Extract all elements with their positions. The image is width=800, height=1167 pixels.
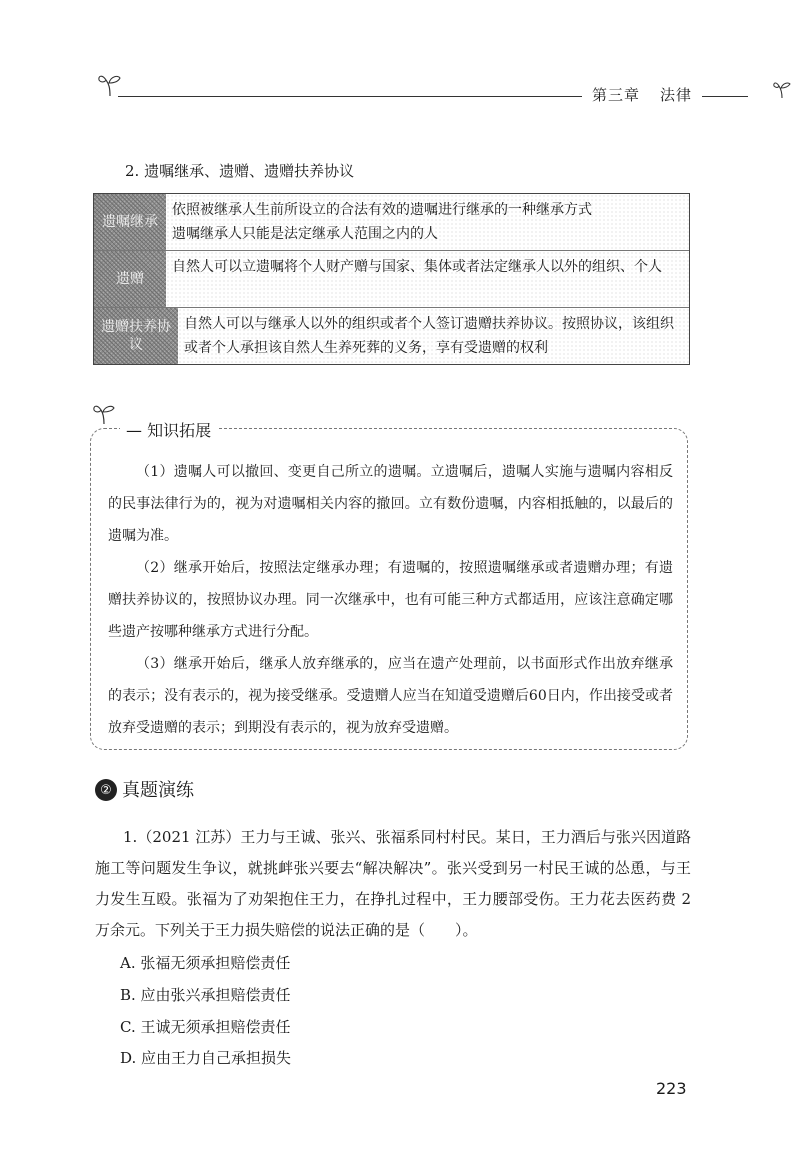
page-number: 223 [656, 1079, 687, 1098]
header-topic: 法律 [660, 86, 693, 104]
table-row-key: 遗赠 [94, 251, 166, 307]
sprout-icon [772, 78, 792, 100]
table-row [94, 308, 689, 364]
table-row-value [166, 194, 689, 250]
sprout-icon [92, 400, 118, 426]
exercise-title: 真题演练 [122, 780, 194, 801]
option-d: D. 应由王力自己承担损失 [120, 1049, 292, 1067]
option-c: C. 王诚无须承担赔偿责任 [120, 1018, 291, 1036]
section-number-icon: ② [95, 779, 117, 801]
knowledge-paragraph-2: （2）继承开始后，按照法定继承办理；有遗嘱的，按照遗嘱继承或者遗赠办理；有遗赠扶养协议的，按照协议办理。同一次继承中，也有可能三种方式都适用，应该注意确定哪些遗产按哪种继承方式进行分配。 [108, 560, 673, 640]
section-title: 2. 遗嘱继承、遗赠、遗赠扶养协议 [125, 162, 355, 180]
option-b: B. 应由张兴承担赔偿责任 [120, 986, 291, 1004]
header-chapter: 第三章 [592, 86, 641, 104]
table-line: 自然人可以立遗嘱将个人财产赠与国家、集体或者法定继承人以外的组织、个人 [172, 259, 662, 275]
sprout-icon [96, 70, 124, 98]
knowledge-title-text: 知识拓展 [147, 421, 212, 440]
table-row-value [178, 308, 689, 364]
table-row-key: 遗赠扶养协议 [94, 308, 178, 364]
table-row [94, 251, 689, 308]
header-rule-left [118, 96, 582, 97]
header-rule-right [702, 96, 748, 97]
table-line: 遗嘱继承人只能是法定继承人范围之内的人 [172, 226, 438, 242]
question-text: 1.（2021 江苏）王力与王诚、张兴、张福系同村村民。某日，王力酒后与张兴因道路施工等问题发生争议，就挑衅张兴要去“解决解决”。张兴受到另一村民王诚的怂恿，与王力发生互殴。张福为了劝架抱住王力，在挣扎过程中，王力腰部受伤。王力花去医药费 2 万余元。下列关于王力损失赔偿的说法正确的是（ ）。 [95, 828, 691, 939]
table-row [94, 194, 689, 251]
knowledge-title: — 知识拓展 [120, 418, 217, 441]
table-line: 依照被继承人生前所设立的合法有效的遗嘱进行继承的一种继承方式 [172, 202, 592, 218]
option-a: A. 张福无须承担赔偿责任 [120, 954, 291, 972]
table-row-key: 遗嘱继承 [94, 194, 166, 250]
knowledge-paragraph-1: （1）遗嘱人可以撤回、变更自己所立的遗嘱。立遗嘱后，遗嘱人实施与遗嘱内容相反的民事法律行为的，视为对遗嘱相关内容的撤回。立有数份遗嘱，内容相抵触的，以最后的遗嘱为准。 [108, 464, 673, 544]
table-row-value [166, 251, 689, 307]
inheritance-table [93, 193, 690, 365]
knowledge-paragraph-3: （3）继承开始后，继承人放弃继承的，应当在遗产处理前，以书面形式作出放弃继承的表示；没有表示的，视为接受继承。受遗赠人应当在知道受遗赠后60日内，作出接受或者放弃受遗赠的表示；到期没有表示的，视为放弃受遗赠。 [108, 656, 673, 736]
table-line: 自然人可以与继承人以外的组织或者个人签订遗赠扶养协议。按照协议，该组织或者个人承担该自然人生养死葬的义务，享有受遗赠的权利 [184, 316, 674, 356]
